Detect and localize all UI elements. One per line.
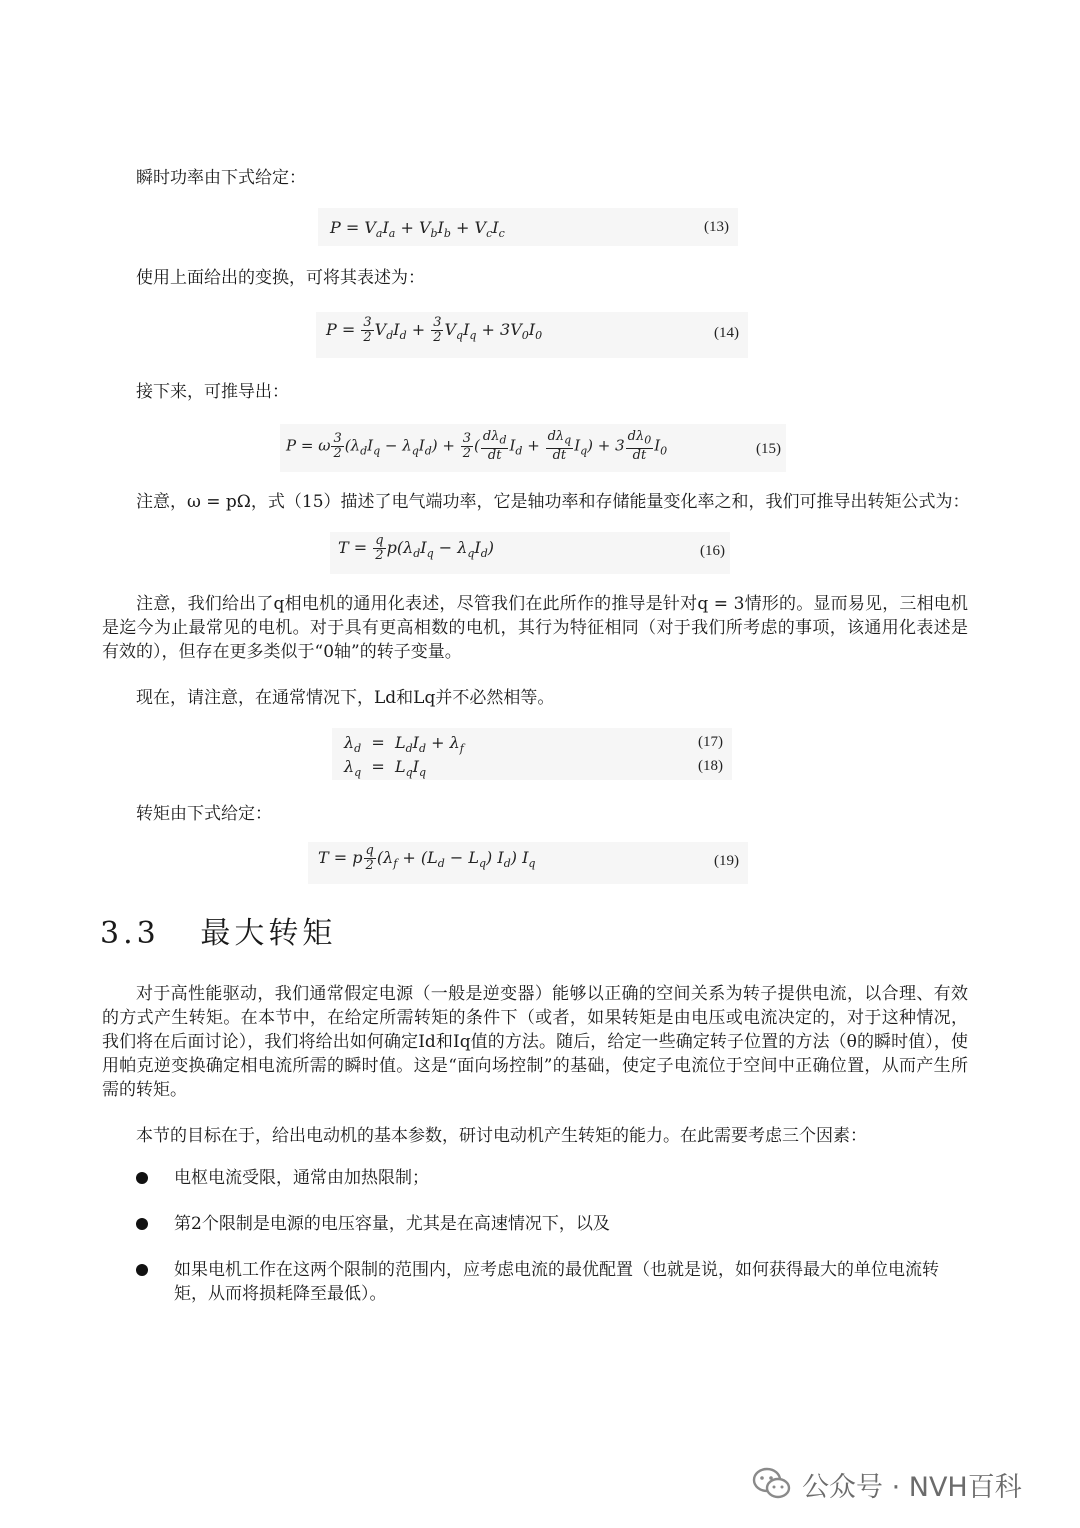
paragraph-7: 转矩由下式给定：	[136, 804, 272, 824]
bullet-dot	[136, 1218, 148, 1230]
paragraph-5: 注意，我们给出了q相电机的通用化表述，尽管我们在此所作的推导是针对q = 3情形的。显而易见，三相电机是迄今为止最常见的电机。对于具有更高相数的电机，其行为特征相同（对于我们所考虑的事项，该通用化表述是有效的），但存在更多类似于“0轴”的转子变量。	[102, 594, 968, 662]
equation-13-number: (13)	[704, 219, 729, 235]
equation-16-number: (16)	[700, 543, 725, 559]
watermark-text: 公众号 · NVH百科	[802, 1471, 1022, 1503]
paragraph-9: 本节的目标在于，给出电动机的基本参数，研讨电动机产生转矩的能力。在此需要考虑三个因素：	[136, 1126, 867, 1146]
equation-17-number: (17)	[698, 734, 723, 750]
bullet-dot	[136, 1264, 148, 1276]
equation-19: T = p $\frac{q}{2}$ ($\lambda_f + (L_d - L_q)$ $I_d$) $I_q$	[318, 843, 536, 873]
paragraph-1: 瞬时功率由下式给定：	[136, 168, 306, 188]
bullet-item-2: 第2个限制是电源的电压容量，尤其是在高速情况下，以及	[174, 1214, 610, 1234]
equation-16: T = $\frac{q}{2}$ $p(\lambda_dI_q - \lambda_qI_d)$	[338, 533, 495, 563]
equation-14-number: (14)	[714, 325, 739, 341]
equation-15-number: (15)	[756, 441, 781, 457]
section-title: 最大转矩	[200, 916, 337, 951]
equation-17: $\lambda_d = L_dI_d + \lambda_f$	[344, 733, 464, 756]
section-number: 3.3	[100, 916, 160, 951]
paragraph-8: 对于高性能驱动，我们通常假定电源（一般是逆变器）能够以正确的空间关系为转子提供电流，以合理、有效的方式产生转矩。在本节中，在给定所需转矩的条件下（或者，如果转矩是由电压或电流决定的，对于这种情况，我们将在后面讨论），我们将给出如何确定Id和Iq值的方法。随后，给定一些确定转子位置的方法（θ的瞬时值），使用帕克逆变换确定相电流所需的瞬时值。这是“面向场控制”的基础，使定子电流位于空间中正确位置，从而产生所需的转矩。	[102, 984, 968, 1100]
paragraph-6: 现在，请注意，在通常情况下，Ld和Lq并不必然相等。	[136, 688, 555, 708]
equation-18: $\lambda_q = L_qI_q$	[344, 757, 426, 780]
equation-19-number: (19)	[714, 853, 739, 869]
bullet-item-1: 电枢电流受限，通常由加热限制；	[174, 1168, 429, 1188]
paragraph-3: 接下来，可推导出：	[136, 382, 289, 402]
paragraph-4: 注意，ω = pΩ，式（15）描述了电气端功率，它是轴功率和存储能量变化率之和，我们可推导出转矩公式为：	[136, 492, 970, 512]
bullet-dot	[136, 1172, 148, 1184]
watermark	[752, 1462, 1022, 1506]
bullet-item-3: 如果电机工作在这两个限制的范围内，应考虑电流的最优配置（也就是说，如何获得最大的单位电流转矩，从而将损耗降至最低）。	[174, 1260, 939, 1304]
equation-18-number: (18)	[698, 758, 723, 774]
equation-14: P = $\frac{3}{2}$ $V_dI_d$ + $\frac{3}{2}$ $V_qI_q + 3V_0I_0$	[326, 315, 543, 345]
wechat-icon	[752, 1467, 792, 1501]
paragraph-2: 使用上面给出的变换，可将其表述为：	[136, 268, 425, 288]
equation-15: P = ω $\frac{3}{2}$ $(\lambda_dI_q - \lambda_qI_d)$ + $\frac{3}{2}$ ( $\frac{d\lambda_d}{dt}$ $I_d$ + $\frac{d\lambda_q}{dt}$ $I_q) + 3$ $\frac{d\lambda_0}{dt}$ $I_0$	[286, 429, 668, 463]
equation-13: $P = V_aI_a + V_bI_b + V_cI_c$	[330, 218, 505, 241]
section-heading	[100, 908, 336, 952]
